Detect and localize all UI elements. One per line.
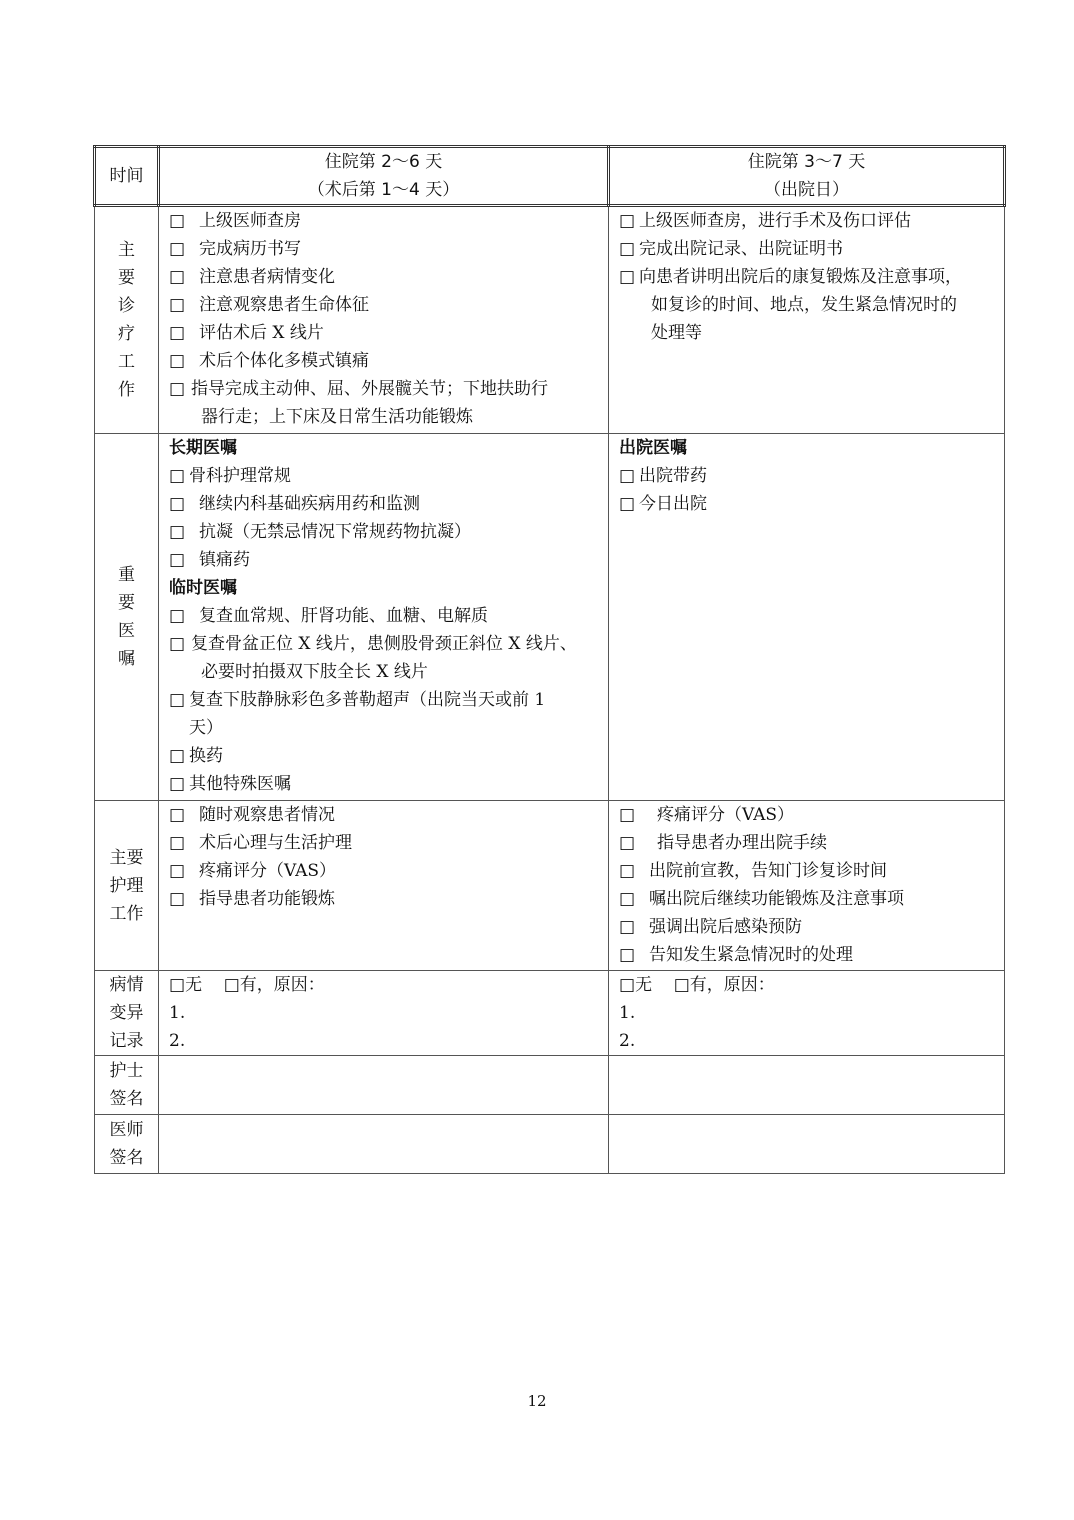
long-term-orders-title: 长期医嘱	[169, 438, 237, 458]
header-row	[95, 147, 1005, 206]
col2-header-line1: 住院第 3～7 天	[747, 152, 866, 172]
variation-options	[619, 971, 994, 999]
checklist-item: □ 向患者讲明出院后的康复锻炼及注意事项，	[619, 263, 994, 291]
checklist-item: □ 指导患者功能锻炼	[169, 885, 598, 913]
checkbox-icon[interactable]: □	[619, 494, 636, 514]
none-checkbox-icon[interactable]: □	[169, 975, 186, 995]
has-label: 有，原因：	[689, 975, 775, 995]
has-checkbox-icon[interactable]: □	[223, 975, 240, 995]
checklist-item: □ 强调出院后感染预防	[619, 913, 994, 941]
variation-line-2[interactable]: 2.	[169, 1031, 186, 1051]
variation-line-1[interactable]: 1.	[169, 1003, 186, 1023]
checkbox-icon[interactable]: □	[169, 351, 186, 371]
checklist-item: □ 抗凝（无禁忌情况下常规药物抗凝）	[169, 518, 598, 546]
checkbox-icon[interactable]: □	[169, 746, 186, 766]
checkbox-icon[interactable]: □	[619, 861, 636, 881]
checklist-item: □ 术后个体化多模式镇痛	[169, 347, 598, 375]
doctor-sign-row	[95, 1115, 1005, 1174]
diagnosis-col2	[609, 206, 1005, 434]
checklist-item: □ 换药	[169, 742, 598, 770]
checkbox-icon[interactable]: □	[619, 805, 636, 825]
variation-line-1[interactable]: 1.	[619, 1003, 636, 1023]
page-number: 12	[527, 1392, 547, 1410]
checkbox-icon[interactable]: □	[619, 239, 636, 259]
variation-options	[169, 971, 598, 999]
time-label: 时间	[109, 166, 144, 186]
checkbox-icon[interactable]: □	[169, 550, 186, 570]
checklist-item: □ 复查骨盆正位 X 线片，患侧股骨颈正斜位 X 线片、	[169, 630, 598, 658]
col2-header-cell	[609, 147, 1005, 206]
checkbox-icon[interactable]: □	[169, 774, 186, 794]
checkbox-icon[interactable]: □	[619, 945, 636, 965]
checkbox-icon[interactable]: □	[619, 917, 636, 937]
diagnosis-label: 主 要 诊 疗 工 作	[95, 206, 159, 434]
checklist-item: □ 复查血常规、肝肾功能、血糖、电解质	[169, 602, 598, 630]
orders-label: 重 要 医 嘱	[95, 434, 159, 801]
col2-header-line2: （出院日）	[764, 180, 849, 200]
checklist-item: □ 完成病历书写	[169, 235, 598, 263]
checklist-item: □ 完成出院记录、出院证明书	[619, 235, 994, 263]
checklist-item-continuation: 处理等	[651, 323, 702, 343]
checkbox-icon[interactable]: □	[169, 323, 186, 343]
checkbox-icon[interactable]: □	[169, 239, 186, 259]
checkbox-icon[interactable]: □	[619, 211, 636, 231]
nursing-col2	[609, 801, 1005, 971]
checkbox-icon[interactable]: □	[169, 805, 186, 825]
variation-label: 病情 变异 记录	[95, 971, 159, 1056]
checkbox-icon[interactable]: □	[619, 267, 636, 287]
diagnosis-row	[95, 206, 1005, 434]
checklist-item-continuation: 天）	[189, 718, 223, 738]
checkbox-icon[interactable]: □	[169, 494, 186, 514]
checklist-item: □ 继续内科基础疾病用药和监测	[169, 490, 598, 518]
doctor-sign-field-2[interactable]	[609, 1115, 1005, 1174]
nursing-label: 主要 护理 工作	[95, 801, 159, 971]
none-label: 无	[635, 975, 653, 995]
checkbox-icon[interactable]: □	[169, 861, 186, 881]
checkbox-icon[interactable]: □	[169, 211, 186, 231]
checklist-item: □ 其他特殊医嘱	[169, 770, 598, 798]
nurse-sign-field-2[interactable]	[609, 1056, 1005, 1115]
checklist-item: □ 嘱出院后继续功能锻炼及注意事项	[619, 885, 994, 913]
clinical-pathway-table	[93, 145, 1006, 1174]
checkbox-icon[interactable]: □	[169, 267, 186, 287]
checkbox-icon[interactable]: □	[169, 690, 186, 710]
variation-col2	[609, 971, 1005, 1056]
time-header-cell	[95, 147, 159, 206]
checkbox-icon[interactable]: □	[169, 466, 186, 486]
checklist-item: □ 镇痛药	[169, 546, 598, 574]
checklist-item: □ 出院前宣教，告知门诊复诊时间	[619, 857, 994, 885]
checklist-item-continuation: 必要时拍摄双下肢全长 X 线片	[201, 662, 428, 682]
checkbox-icon[interactable]: □	[169, 379, 186, 399]
checklist-item: □ 上级医师查房，进行手术及伤口评估	[619, 207, 994, 235]
doctor-sign-label: 医师 签名	[95, 1115, 159, 1174]
checklist-item: □ 注意观察患者生命体征	[169, 291, 598, 319]
checklist-item: □ 评估术后 X 线片	[169, 319, 598, 347]
checklist-item: □ 上级医师查房	[169, 207, 598, 235]
checklist-item: □ 今日出院	[619, 490, 994, 518]
orders-row	[95, 434, 1005, 801]
checklist-item: □ 术后心理与生活护理	[169, 829, 598, 857]
checklist-item: □ 注意患者病情变化	[169, 263, 598, 291]
checklist-item-continuation: 如复诊的时间、地点，发生紧急情况时的	[651, 295, 957, 315]
variation-line-2[interactable]: 2.	[619, 1031, 636, 1051]
col1-header-line1: 住院第 2～6 天	[324, 152, 443, 172]
checkbox-icon[interactable]: □	[619, 466, 636, 486]
diagnosis-col1	[159, 206, 609, 434]
none-checkbox-icon[interactable]: □	[619, 975, 636, 995]
checklist-item: □ 骨科护理常规	[169, 462, 598, 490]
checkbox-icon[interactable]: □	[169, 889, 186, 909]
nursing-col1	[159, 801, 609, 971]
checkbox-icon[interactable]: □	[169, 634, 186, 654]
nursing-row	[95, 801, 1005, 971]
checklist-item: □ 疼痛评分（VAS）	[169, 857, 598, 885]
none-label: 无	[185, 975, 203, 995]
nurse-sign-row	[95, 1056, 1005, 1115]
checkbox-icon[interactable]: □	[169, 606, 186, 626]
checkbox-icon[interactable]: □	[619, 889, 636, 909]
doctor-sign-field-1[interactable]	[159, 1115, 609, 1174]
orders-col2	[609, 434, 1005, 801]
checklist-item: □ 随时观察患者情况	[169, 801, 598, 829]
orders-col1	[159, 434, 609, 801]
has-checkbox-icon[interactable]: □	[673, 975, 690, 995]
checklist-item: □ 疼痛评分（VAS）	[619, 801, 994, 829]
has-label: 有，原因：	[239, 975, 325, 995]
checklist-item-continuation: 器行走；上下床及日常生活功能锻炼	[201, 407, 473, 427]
checkbox-icon[interactable]: □	[619, 833, 636, 853]
checkbox-icon[interactable]: □	[169, 295, 186, 315]
temporary-orders-title: 临时医嘱	[169, 578, 237, 598]
checklist-item: □ 复查下肢静脉彩色多普勒超声（出院当天或前 1	[169, 686, 598, 714]
checklist-item: □ 告知发生紧急情况时的处理	[619, 941, 994, 969]
variation-row	[95, 971, 1005, 1056]
nurse-sign-field-1[interactable]	[159, 1056, 609, 1115]
checklist-item: □ 指导完成主动伸、屈、外展髋关节；下地扶助行	[169, 375, 598, 403]
nurse-sign-label: 护士 签名	[95, 1056, 159, 1115]
checklist-item: □ 出院带药	[619, 462, 994, 490]
checklist-item: □ 指导患者办理出院手续	[619, 829, 994, 857]
col1-header-cell	[159, 147, 609, 206]
discharge-orders-title: 出院医嘱	[619, 438, 687, 458]
checkbox-icon[interactable]: □	[169, 833, 186, 853]
col1-header-line2: （术后第 1～4 天）	[307, 180, 460, 200]
checkbox-icon[interactable]: □	[169, 522, 186, 542]
variation-col1	[159, 971, 609, 1056]
